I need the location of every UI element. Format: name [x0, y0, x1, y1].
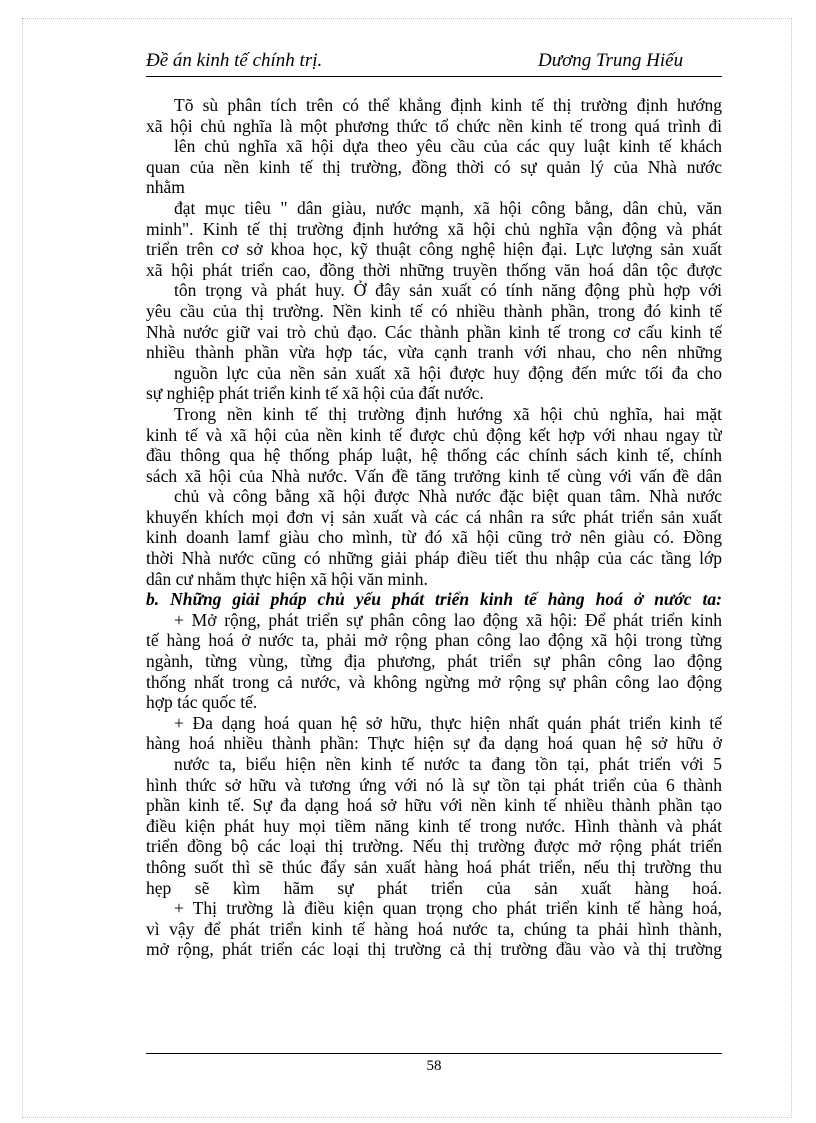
text-line: quan của nền kinh tế thị trường, đồng thời có sự quản lý của Nhà nước — [146, 156, 722, 177]
text-line: xã hội chủ nghĩa là một phương thức tổ chức nền kinh tế trong quá trình đi — [146, 115, 722, 136]
text-line: hợp tác quốc tế. — [146, 692, 258, 713]
document-body — [146, 95, 722, 960]
header-author-name: Dương Trung Hiếu — [538, 50, 684, 71]
footer-divider — [146, 1053, 722, 1054]
text-line: khuyến khích mọi đơn vị sản xuất và các cá nhân ra sức phát triển sản xuất — [146, 506, 722, 527]
text-line: hàng hoá nhiều thành phần: Thực hiện sự đa dạng hoá quan hệ sở hữu ở — [146, 733, 722, 754]
header-document-title: Đề án kinh tế chính trị. — [146, 50, 323, 71]
text-line: xã hội phát triển cao, đồng thời những truyền thống văn hoá dân tộc được — [146, 259, 722, 280]
text-line: thời Nhà nước cũng có những giải pháp điều tiết thu nhập của các tầng lớp — [146, 548, 722, 569]
text-line: sự nghiệp phát triển kinh tế xã hội của đất nước. — [146, 383, 484, 404]
text-line: kinh tế và xã hội của nền kinh tế được chủ động kết hợp với nhau ngay từ — [146, 424, 722, 445]
text-line: ngành, từng vùng, từng địa phương, phát triển sự phân công lao động — [146, 651, 722, 672]
section-heading: b. Những giải pháp chủ yếu phát triển kinh tế hàng hoá ở nước ta: — [146, 589, 722, 610]
text-line: chủ và công bằng xã hội được Nhà nước đặc biệt quan tâm. Nhà nước — [174, 486, 722, 507]
text-line: kinh doanh lamf giàu cho mình, từ đó xã hội cũng trở nên giàu có. Đồng — [146, 527, 722, 548]
page-header — [146, 48, 722, 77]
text-line: điều kiện phát huy mọi tiềm năng kinh tế trong nước. Hình thành và phát — [146, 815, 722, 836]
text-line: Tõ sù phân tích trên có thể khẳng định kinh tế thị trường định hướng — [174, 95, 722, 115]
text-line: nhằm — [146, 177, 185, 198]
text-line: dân cư nhằm thực hiện xã hội văn minh. — [146, 568, 428, 589]
text-line: + Đa dạng hoá quan hệ sở hữu, thực hiện nhất quán phát triển kinh tế — [174, 712, 722, 733]
text-line: nhiều thành phần vừa hợp tác, vừa cạnh tranh với nhau, cho nên những — [146, 342, 722, 363]
text-line: yêu cầu của thị trường. Nền kinh tế có nhiều thành phần, trong đó kinh tế — [146, 300, 722, 321]
text-line: + Mở rộng, phát triển sự phân công lao động xã hội: Để phát triển kinh — [174, 609, 722, 630]
text-line: Trong nền kinh tế thị trường định hướng xã hội chủ nghĩa, hai mặt — [174, 403, 722, 424]
text-line: thống nhất trong cả nước, và không ngừng mở rộng sự phân công lao động — [146, 671, 722, 692]
text-line: + Thị trường là điều kiện quan trọng cho phát triển kinh tế hàng hoá, — [174, 898, 722, 919]
text-line: Nhà nước giữ vai trò chủ đạo. Các thành phần kinh tế trong cơ cấu kinh tế — [146, 321, 722, 342]
text-line: tôn trọng và phát huy. Ở đây sản xuất có tính năng động phù hợp với — [174, 280, 722, 301]
text-line: thông suốt thì sẽ thúc đẩy sản xuất hàng hoá phát triển, nếu thị trường thu — [146, 856, 722, 877]
text-line: triển trên cơ sở khoa học, kỹ thuật công nghệ hiện đại. Lực lượng sản xuất — [146, 239, 722, 260]
text-line: hẹp sẽ kìm hãm sự phát triển của sản xuất hàng hoá. — [146, 877, 722, 898]
text-line: minh". Kinh tế thị trường định hướng xã hội chủ nghĩa vận động và phát — [146, 218, 722, 239]
text-line: triển đồng bộ các loại thị trường. Nếu thị trường được mở rộng phát triển — [146, 836, 722, 857]
text-line: nguồn lực của nền sản xuất xã hội được huy động đến mức tối đa cho — [174, 362, 722, 383]
text-line: vì vậy để phát triển kinh tế hàng hoá nước ta, chúng ta phải hình thành, — [146, 918, 722, 939]
text-line: mở rộng, phát triển các loại thị trường cả thị trường đầu vào và thị trường — [146, 939, 722, 960]
text-line: lên chủ nghĩa xã hội dựa theo yêu cầu của các quy luật kinh tế khách — [174, 136, 722, 157]
text-line: hình thức sở hữu và tương ứng với nó là sự tồn tại phát triển của 6 thành — [146, 774, 722, 795]
text-line: đầu thông qua hệ thống pháp luật, hệ thống các chính sách kinh tế, chính — [146, 445, 722, 466]
text-line: sách xã hội của Nhà nước. Vấn đề tăng trưởng kinh tế cùng với vấn đề dân — [146, 465, 722, 486]
text-line: nước ta, biểu hiện nền kinh tế nước ta đang tồn tại, phát triển với 5 — [174, 754, 722, 774]
page-number: 58 — [426, 1058, 442, 1074]
text-line: tế hàng hoá ở nước ta, phải mở rộng phan công lao động xã hội trong từng — [146, 630, 722, 651]
text-line: đạt mục tiêu " dân giàu, nước mạnh, xã hội công bằng, dân chủ, văn — [174, 197, 722, 218]
text-line: phần kinh tế. Sự đa dạng hoá sở hữu với nền kinh tế nhiều thành phần tạo — [146, 795, 722, 816]
